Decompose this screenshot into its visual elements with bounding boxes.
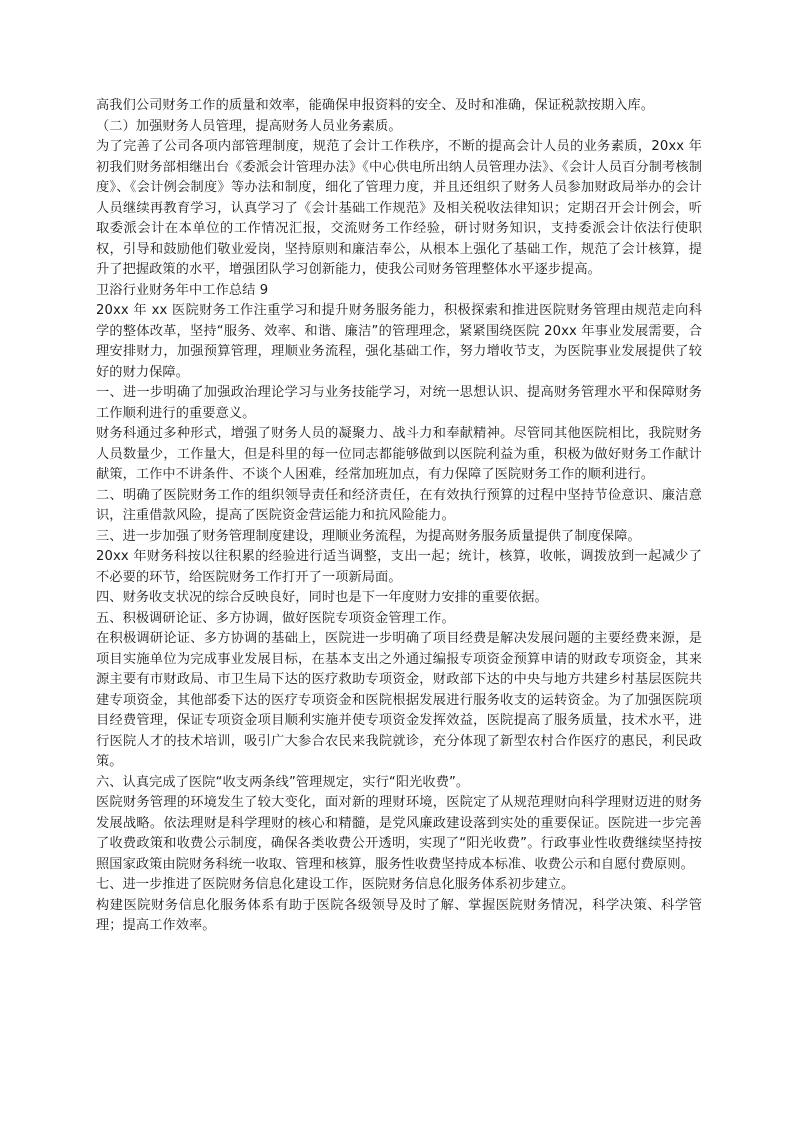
section-heading-2: （二）加强财务人员管理，提高财务人员业务素质。: [96, 118, 402, 134]
paragraph-3: 为了完善了公司各项内部管理制度，规范了会计工作秩序，不断的提高会计人员的业务素质，20xx 年初我们财务部相继出台《委派会计管理办法》《中心供电所出纳人员管理办法》、《会计人员百分制考核制度》、《会计例会制度》等办法和制度，细化了管理力度，并且还组织了财务人员参加财政局举办的会计人员继续再教育学习，认真学习了《会计基础工作规范》及相关税收法律知识；定期召开会计例会，听取委派会计在本单位的工作情况汇报，交流财务工作经验，研讨财务知识，支持委派会计依法行使职权，引导和鼓励他们敬业爱岗，坚持原则和廉洁奉公，从根本上强化了基础工作，规范了会计核算，提升了把握政策的水平，增强团队学习创新能力，使我公司财务管理整体水平逐步提高。: [96, 139, 702, 277]
paragraph-13: 在积极调研论证、多方协调的基础上，医院进一步明确了项目经费是解决发展问题的主要经费来源，是项目实施单位为完成事业发展目标，在基本支出之外通过编报专项资金预算申请的财政专项资金，其来源主要有市财政局、市卫生局下达的医疗救助专项资金，财政部下达的中央与地方共建乡村基层医院共建专项资金，其他部委下达的医疗专项资金和医院根据发展进行服务收支的运转资金。为了加强医院项目经费管理，保证专项资金项目顺利实施并使专项资金发挥效益，医院提高了服务质量，技术水平，进行医院人才的技术培训，吸引广大参合农民来我院就诊，充分体现了新型农村合作医疗的惠民，利民政策。: [96, 631, 702, 769]
section-heading-5: 五、积极调研论证、多方协调，做好医院专项资金管理工作。: [96, 610, 455, 626]
section-heading-6: 六、认真完成了医院“收支两条线”管理规定，实行“阳光收费”。: [96, 774, 470, 790]
paragraph-5: 20xx 年 xx 医院财务工作注重学习和提升财务服务能力，积极探索和推进医院财务管理由规范走向科学的整体改革，坚持“服务、效率、和谐、廉洁”的管理理念，紧紧围绕医院 20xx 年事业发展需要，合理安排财力，加强预算管理，理顺业务流程，强化基础工作，努力增收节支，为医院事业发展提供了较好的财力保障。: [96, 303, 702, 380]
document-body: [96, 96, 702, 937]
section-heading-4: 四、财务收支状况的综合反映良好，同时也是下一年度财力安排的重要依据。: [96, 590, 548, 605]
document-title: 卫浴行业财务年中工作总结 9: [96, 282, 269, 298]
paragraph-15: 医院财务管理的环境发生了较大变化，面对新的理财环境，医院定了从规范理财向科学理财迈进的财务发展战略。依法理财是科学理财的核心和精髓，是党风廉政建设落到实处的重要保证。医院进一步完善了收费政策和收费公示制度，确保各类收费公开透明，实现了“阳光收费”。行政事业性收费继续坚持按照国家政策由院财务科统一收取、管理和核算，服务性收费坚持成本标准、收费公示和自愿付费原则。: [96, 795, 702, 872]
section-heading-3: 三、进一步加强了财务管理制度建设，理顺业务流程，为提高财务服务质量提供了制度保障。: [96, 528, 641, 544]
section-heading-7: 七、进一步推进了医院财务信息化建设工作，医院财务信息化服务体系初步建立。: [96, 877, 575, 892]
paragraph-17: 构建医院财务信息化服务体系有助于医院各级领导及时了解、掌握医院财务情况，科学决策、科学管理；提高工作效率。: [96, 897, 702, 933]
paragraph-1: 高我们公司财务工作的质量和效率，能确保申报资料的安全、及时和准确，保证税款按期入库。: [96, 98, 655, 113]
section-heading-2b: 二、明确了医院财务工作的组织领导责任和经济责任，在有效执行预算的过程中坚持节俭意识、廉洁意识，注重借款风险，提高了医院资金营运能力和抗风险能力。: [96, 487, 702, 523]
section-heading-1: 一、进一步明确了加强政治理论学习与业务技能学习，对统一思想认识、提高财务管理水平和保障财务工作顺利进行的重要意义。: [96, 385, 702, 421]
paragraph-10: 20xx 年财务科按以往积累的经验进行适当调整，支出一起；统计，核算，收帐，调拨放到一起减少了不必要的环节，给医院财务工作打开了一项新局面。: [96, 549, 702, 585]
paragraph-7: 财务科通过多种形式，增强了财务人员的凝聚力、战斗力和奉献精神。尽管同其他医院相比，我院财务人员数量少，工作量大，但是科里的每一位同志都能够做到以医院利益为重，积极为做好财务工作献计献策，工作中不讲条件、不谈个人困难，经常加班加点，有力保障了医院财务工作的顺利进行。: [96, 426, 702, 482]
